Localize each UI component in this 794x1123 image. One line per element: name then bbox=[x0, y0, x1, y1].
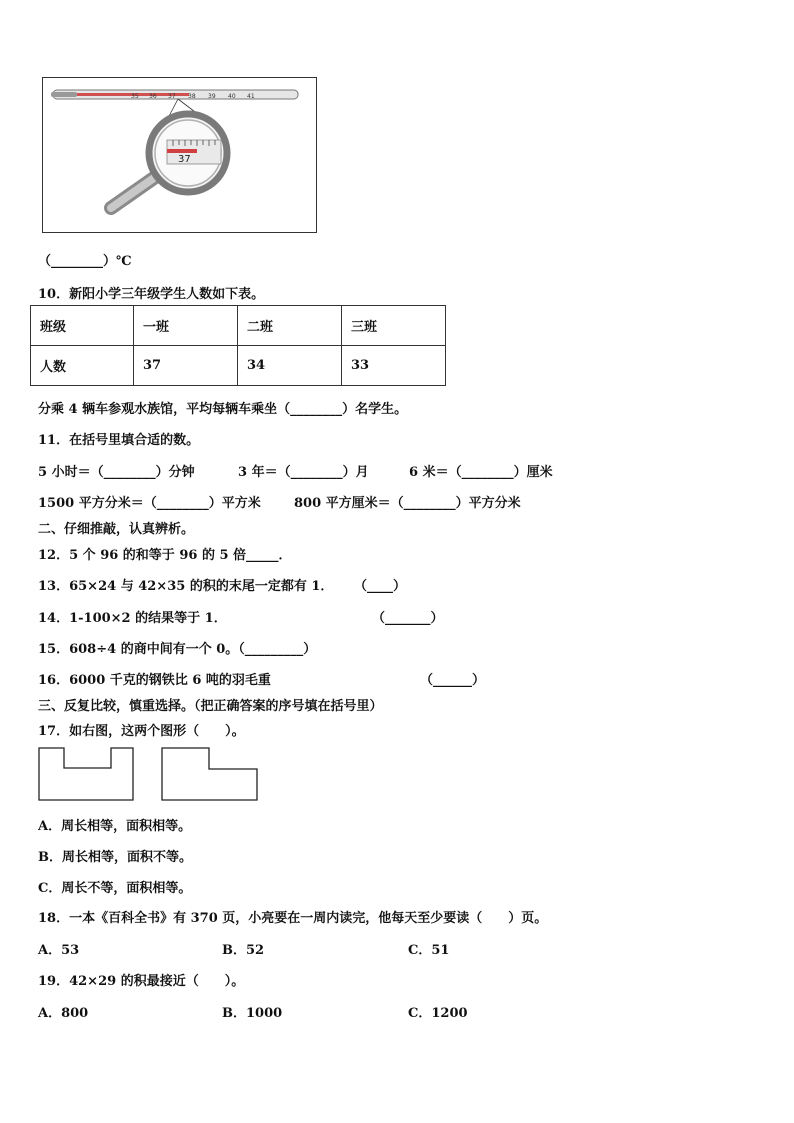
table-cell: 人数 bbox=[31, 346, 134, 386]
q19-option-c[interactable]: C．1200 bbox=[408, 1006, 468, 1021]
q12-text: 12．5 个 96 的和等于 96 的 5 倍_____． bbox=[38, 548, 292, 563]
q18-title: 18．一本《百科全书》有 370 页，小亮要在一周内读完，他每天至少要读（ ）页。 bbox=[38, 911, 548, 926]
q13-text: 13．65×24 与 42×35 的积的末尾一定都有 1． bbox=[38, 579, 334, 594]
scale-label: 38 bbox=[188, 93, 196, 100]
shape-l-shape bbox=[162, 748, 257, 800]
thermometer-illustration bbox=[43, 78, 316, 232]
table-header-cell: 二班 bbox=[238, 306, 342, 346]
table-cell: 34 bbox=[238, 346, 342, 386]
section-2-title: 二、仔细推敲，认真辨析。 bbox=[38, 522, 195, 537]
q19-title: 19．42×29 的积最接近（ ）。 bbox=[38, 974, 245, 989]
thermometer-figure bbox=[42, 77, 317, 233]
q10-title: 10．新阳小学三年级学生人数如下表。 bbox=[38, 287, 265, 302]
q11-item: 1500 平方分米＝（________）平方米 bbox=[38, 496, 261, 511]
scale-label: 40 bbox=[228, 93, 236, 100]
scale-label: 37 bbox=[168, 93, 176, 100]
q11-item: 5 小时＝（________）分钟 bbox=[38, 465, 195, 480]
table-header-cell: 一班 bbox=[134, 306, 238, 346]
q18-option-c[interactable]: C．51 bbox=[408, 943, 450, 958]
table-cell: 33 bbox=[342, 346, 446, 386]
q11-item: 800 平方厘米＝（________）平方分米 bbox=[294, 496, 521, 511]
thermometer-tip bbox=[51, 92, 77, 97]
scale-label: 35 bbox=[131, 93, 139, 100]
table-row bbox=[31, 306, 446, 346]
section-3-title: 三、反复比较，慎重选择。（把正确答案的序号填在括号里） bbox=[38, 699, 383, 714]
table-cell: 37 bbox=[134, 346, 238, 386]
q16-answer-blank[interactable]: （______） bbox=[420, 673, 486, 688]
shape-notched-rectangle bbox=[39, 748, 133, 800]
q11-title: 11．在括号里填合适的数。 bbox=[38, 433, 200, 448]
magnified-value: 37 bbox=[178, 154, 191, 165]
q17-title: 17．如右图，这两个图形（ ）。 bbox=[38, 724, 245, 739]
table-header-cell: 班级 bbox=[31, 306, 134, 346]
student-count-table bbox=[30, 305, 446, 386]
q10-question: 分乘 4 辆车参观水族馆，平均每辆车乘坐（________）名学生。 bbox=[38, 402, 408, 417]
q17-option-a[interactable]: A．周长相等，面积相等。 bbox=[38, 819, 192, 834]
table-row bbox=[31, 346, 446, 386]
q11-item: 3 年＝（________）月 bbox=[238, 465, 369, 480]
q15-text: 15．608÷4 的商中间有一个 0。（_________） bbox=[38, 642, 317, 657]
scale-label: 39 bbox=[208, 93, 216, 100]
scale-label: 36 bbox=[149, 93, 157, 100]
q19-option-a[interactable]: A．800 bbox=[38, 1006, 89, 1021]
q17-shapes bbox=[36, 745, 266, 805]
q13-answer-blank[interactable]: （____） bbox=[354, 579, 407, 594]
q19-option-b[interactable]: B．1000 bbox=[222, 1006, 283, 1021]
q17-option-c[interactable]: C．周长不等，面积相等。 bbox=[38, 881, 192, 896]
q14-text: 14．1-100×2 的结果等于 1． bbox=[38, 611, 227, 626]
q11-item: 6 米＝（________）厘米 bbox=[409, 465, 553, 480]
q9-answer-blank[interactable]: （________）℃ bbox=[38, 254, 132, 269]
q17-option-b[interactable]: B．周长相等，面积不等。 bbox=[38, 850, 192, 865]
q18-option-b[interactable]: B．52 bbox=[222, 943, 265, 958]
q18-option-a[interactable]: A．53 bbox=[38, 943, 80, 958]
table-header-cell: 三班 bbox=[342, 306, 446, 346]
q16-text: 16．6000 千克的钢铁比 6 吨的羽毛重 bbox=[38, 673, 271, 688]
scale-label: 41 bbox=[247, 93, 255, 100]
q14-answer-blank[interactable]: （_______） bbox=[372, 611, 444, 626]
